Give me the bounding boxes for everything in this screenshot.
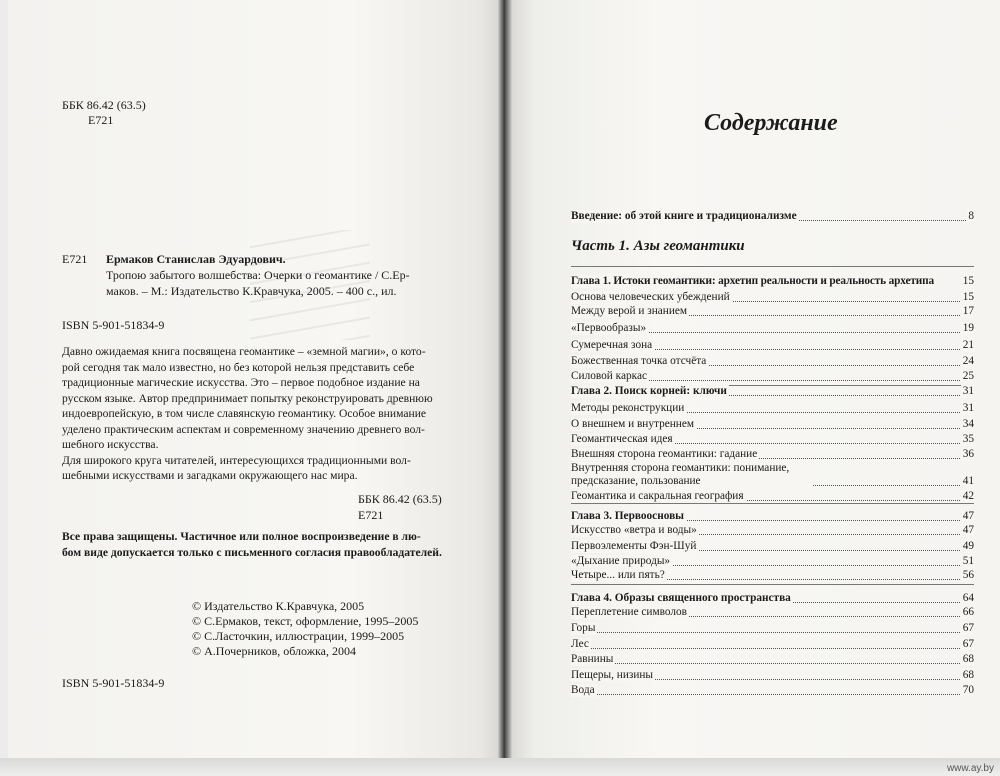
toc-page: 17 (962, 305, 974, 317)
toc-item (571, 606, 974, 619)
toc-label: Между верой и знанием (571, 305, 688, 317)
toc-item (571, 322, 974, 335)
toc-label: Равнины (571, 653, 614, 665)
divider (571, 266, 974, 267)
leader-dots (571, 694, 974, 695)
toc-page: 31 (962, 402, 974, 414)
toc-page: 68 (962, 653, 974, 665)
part-1-heading: Часть 1. Азы геомантики (571, 238, 745, 254)
copyright-line: © Издательство К.Кравчука, 2005 (192, 599, 365, 613)
toc-chapter-2 (571, 385, 974, 398)
toc-page: 36 (962, 448, 974, 460)
catalog-code-top: Е721 (88, 113, 114, 127)
toc-chapter-4 (571, 592, 974, 605)
isbn-top: ISBN 5-901-51834-9 (62, 318, 165, 332)
toc-label: Глава 2. Поиск корней: ключи (571, 385, 727, 397)
toc-page: 31 (962, 385, 974, 397)
toc-item (571, 524, 974, 537)
toc-page: 66 (962, 606, 974, 618)
page-bottom-edge (0, 758, 1000, 776)
toc-item (571, 355, 974, 368)
toc-page: 56 (962, 569, 974, 581)
toc-page: 64 (962, 592, 974, 604)
leader-dots (571, 648, 974, 649)
leader-dots (571, 663, 974, 664)
toc-item (571, 555, 974, 568)
copyright-line: © С.Ермаков, текст, оформление, 1995–2005 (192, 614, 419, 628)
toc-label: Основа человеческих убеждений (571, 291, 730, 303)
toc-page: 15 (962, 275, 974, 287)
divider (571, 584, 974, 585)
toc-label: Четыре... или пять? (571, 569, 665, 581)
toc-page: 68 (962, 669, 974, 681)
toc-label: Методы реконструкции (571, 402, 685, 414)
toc-page: 21 (962, 339, 974, 351)
toc-item (571, 540, 974, 553)
rights-line-1: Все права защищены. Частичное или полное воспроизведение в лю- (62, 530, 421, 543)
title-line-2: маков. – М.: Издательство К.Кравчука, 2005. – 400 с., ил. (106, 284, 397, 298)
rights-line-2: бом виде допускается только с письменного согласия правообладателей. (62, 546, 442, 559)
title-line-1: Тропою забытого волшебства: Очерки о геомантике / С.Ер- (106, 268, 410, 282)
toc-label: Геомантика и сакральная география (571, 490, 744, 502)
toc-label: Божественная точка отсчёта (571, 355, 707, 367)
toc-page: 47 (962, 510, 974, 522)
toc-page: 70 (962, 684, 974, 696)
toc-page: 34 (962, 418, 974, 430)
contents-heading: Содержание (704, 110, 838, 136)
toc-item (571, 653, 974, 666)
annotation-line: индоевропейскую, в том числе славянскую геомантику. Особое внимание (62, 407, 427, 420)
toc-item (571, 291, 974, 304)
toc-label: Глава 1. Истоки геомантики: архетип реальности и реальность архетипа (571, 275, 934, 287)
copyright-line: © С.Ласточкин, иллюстрации, 1999–2005 (192, 629, 405, 643)
book-gutter (498, 0, 512, 770)
toc-item (571, 402, 974, 415)
author-name: Ермаков Станислав Эдуардович. (106, 252, 286, 266)
toc-label: О внешнем и внутреннем (571, 418, 694, 430)
toc-label: «Первообразы» (571, 322, 647, 334)
isbn-bottom: ISBN 5-901-51834-9 (62, 676, 165, 690)
toc-page: 8 (968, 210, 974, 222)
divider (571, 503, 974, 504)
toc-item (571, 462, 974, 488)
bbk-code-bottom: ББК 86.42 (63.5) (358, 492, 442, 506)
toc-page: 67 (962, 638, 974, 650)
annotation-line: русском языке. Автор предпринимает попытку реконструировать древнюю (62, 391, 433, 405)
toc-page: 19 (962, 322, 974, 334)
copyright-line: © А.Почерников, обложка, 2004 (192, 644, 356, 658)
toc-label: Сумеречная зона (571, 339, 653, 351)
toc-item (571, 669, 974, 682)
toc-label: Горы (571, 622, 596, 634)
annotation-line: Для широкого круга читателей, интересующихся традиционными вол- (62, 453, 411, 467)
toc-label: Геомантическая идея (571, 433, 673, 445)
annotation-block (62, 344, 462, 484)
toc-item (571, 622, 974, 635)
entry-code: Е721 (62, 252, 88, 266)
toc-label: «Дыхание природы» (571, 555, 671, 567)
toc-item (571, 684, 974, 697)
catalog-code-bottom: Е721 (358, 508, 384, 522)
toc-label: Силовой каркас (571, 370, 647, 382)
toc-item (571, 339, 974, 352)
toc-item (571, 418, 974, 431)
watermark-text: www.ay.by (946, 763, 994, 774)
toc-page: 49 (962, 540, 974, 552)
toc-item (571, 638, 974, 651)
toc-page: 51 (962, 555, 974, 567)
annotation-line: Давно ожидаемая книга посвящена геомантике – «земной магии», о кото- (62, 345, 426, 358)
toc-label: Лес (571, 638, 589, 650)
toc-page: 67 (962, 622, 974, 634)
toc-item (571, 569, 974, 582)
toc-item (571, 433, 974, 446)
toc-label: Искусство «ветра и воды» (571, 524, 697, 536)
toc-label: Вода (571, 684, 595, 696)
toc-page: 25 (962, 370, 974, 382)
toc-page: 47 (962, 524, 974, 536)
toc-label: Внутренняя сторона геомантики: понимание, предсказание, пользование (571, 462, 813, 488)
toc-page: 42 (962, 490, 974, 502)
toc-label: Пещеры, низины (571, 669, 654, 681)
toc-item (571, 490, 974, 503)
toc-intro (571, 210, 974, 223)
toc-label: Переплетение символов (571, 606, 687, 618)
toc-item (571, 448, 974, 461)
toc-item (571, 370, 974, 383)
annotation-line: уделено практическим аспектам и современному значению древнего вол- (62, 422, 425, 436)
annotation-line: рой сегодня так мало известно, но без которой нельзя представить себе (62, 360, 415, 374)
toc-page: 24 (962, 355, 974, 367)
toc-label: Введение: об этой книге и традиционализме (571, 210, 797, 222)
toc-page: 41 (962, 475, 974, 487)
toc-item (571, 305, 974, 318)
toc-chapter-3 (571, 510, 974, 523)
leader-dots (571, 632, 974, 633)
toc-label: Первоэлементы Фэн-Шуй (571, 540, 697, 552)
toc-label: Глава 4. Образы священного пространства (571, 592, 791, 604)
toc-page: 35 (962, 433, 974, 445)
toc-label: Внешняя сторона геомантики: гадание (571, 448, 758, 460)
toc-page: 15 (962, 291, 974, 303)
toc-chapter-1 (571, 275, 974, 288)
annotation-line: шебными искусствами и загадками окружающего нас мира. (62, 469, 358, 482)
toc-label: Глава 3. Первоосновы (571, 510, 684, 522)
annotation-line: традиционные магические искусства. Это – первое подобное издание на (62, 376, 420, 389)
bbk-code-top: ББК 86.42 (63.5) (62, 98, 146, 112)
annotation-line: шебного искусства. (62, 438, 159, 451)
